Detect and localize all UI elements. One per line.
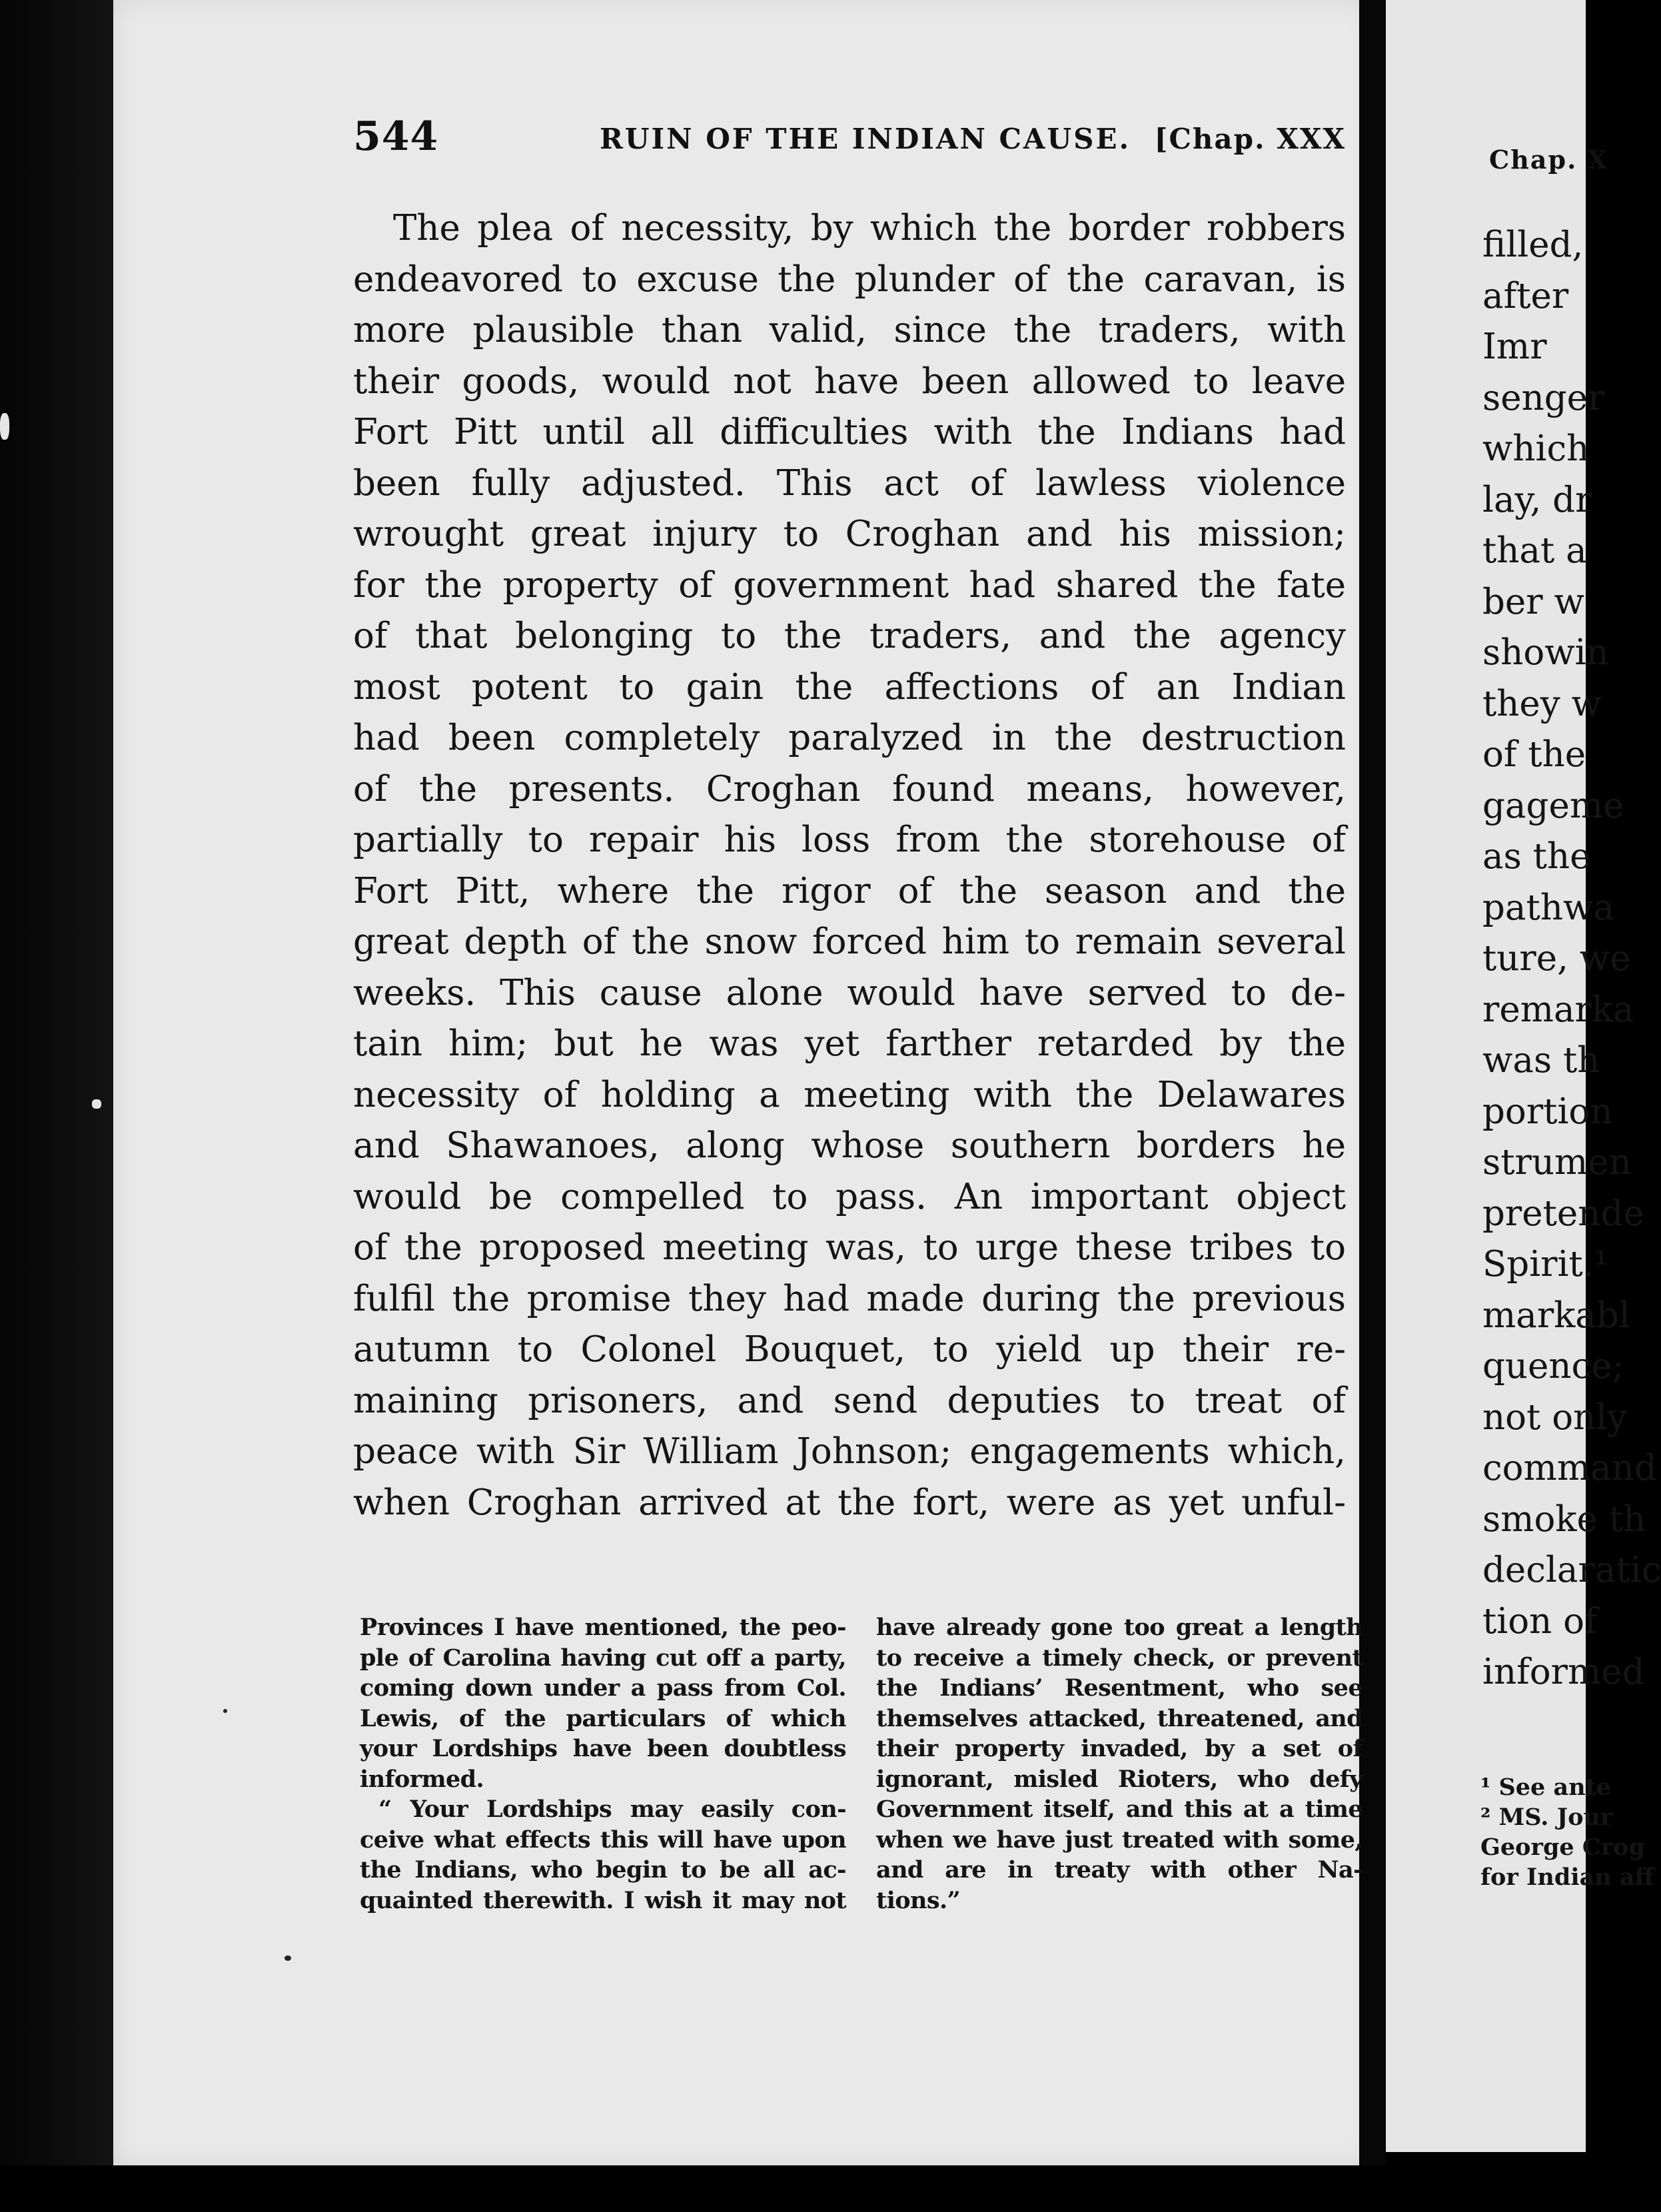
facing-line: showin	[1482, 632, 1609, 673]
footnote-line: the Indians, who begin to be all ac-	[360, 1856, 846, 1884]
footnote-line: informed.	[360, 1765, 484, 1793]
body-line: weeks. This cause alone would have served to de-	[353, 972, 1346, 1013]
scan-speck	[223, 1709, 227, 1713]
facing-line: after	[1482, 275, 1569, 316]
body-text	[353, 203, 1346, 1528]
footnote-line: the Indians’ Resentment, who see	[876, 1674, 1363, 1702]
facing-line: not only	[1482, 1396, 1628, 1438]
facing-line: Imr	[1482, 326, 1547, 367]
body-line: fulfil the promise they had made during the previous	[353, 1278, 1346, 1319]
body-line: for the property of government had shared the fate	[353, 564, 1346, 606]
page-number: 544	[353, 113, 439, 160]
facing-line: gageme	[1482, 785, 1624, 826]
scan-speck	[92, 1099, 101, 1109]
facing-line: pathwa	[1482, 887, 1614, 928]
facing-line: smoke th	[1482, 1498, 1646, 1540]
footnote-line: coming down under a pass from Col.	[360, 1674, 846, 1702]
facing-line: pretende	[1482, 1193, 1644, 1234]
body-line: and Shawanoes, along whose southern borders he	[353, 1125, 1346, 1166]
body-line: tain him; but he was yet farther retarded by the	[353, 1023, 1346, 1064]
body-line: The plea of necessity, by which the border robbers	[393, 208, 1346, 249]
body-line: partially to repair his loss from the storehouse of	[353, 820, 1346, 860]
facing-line: declaratic	[1482, 1550, 1661, 1590]
facing-line: markabl	[1482, 1295, 1630, 1336]
page-gutter	[1359, 0, 1386, 2172]
facing-line: was th	[1482, 1040, 1600, 1081]
footnote-line: quainted therewith. I wish it may not	[360, 1886, 846, 1914]
body-line: of that belonging to the traders, and the agency	[353, 616, 1346, 656]
footnote-line: themselves attacked, threatened, and	[876, 1704, 1363, 1732]
facing-line: that a	[1482, 530, 1587, 571]
body-line: necessity of holding a meeting with the Delawares	[353, 1074, 1346, 1115]
facing-line: strumen	[1482, 1142, 1632, 1183]
body-line: endeavored to excuse the plunder of the caravan, is	[353, 259, 1346, 300]
footnote-line: ple of Carolina having cut off a party,	[360, 1644, 846, 1672]
footnote-line: Government itself, and this at a time	[876, 1796, 1363, 1823]
facing-line: they w	[1482, 683, 1602, 724]
footnote-line: when we have just treated with some,	[876, 1826, 1363, 1854]
facing-note-line: George Crog	[1480, 1834, 1645, 1861]
facing-line: filled,	[1482, 225, 1584, 265]
footnote-line: Provinces I have mentioned, the peo-	[360, 1614, 846, 1641]
facing-running-head: Chap. X	[1489, 145, 1609, 175]
chapter-reference: [Chap. XXX	[1154, 123, 1346, 155]
facing-line: portion	[1482, 1091, 1613, 1132]
facing-note-line: ² MS. Jour	[1480, 1804, 1613, 1831]
body-line: most potent to gain the affections of an Indian	[353, 666, 1346, 708]
body-line: their goods, would not have been allowed to leave	[353, 360, 1346, 402]
body-line: of the proposed meeting was, to urge these tribes to	[353, 1227, 1346, 1268]
body-line: more plausible than valid, since the traders, with	[353, 310, 1346, 350]
body-line: had been completely paralyzed in the destruction	[353, 718, 1346, 758]
facing-line: of the	[1482, 734, 1586, 775]
footnote-column-left	[360, 1612, 846, 1916]
facing-line: quence;	[1482, 1346, 1624, 1386]
footnote-line: Lewis, of the particulars of which	[360, 1704, 846, 1732]
footnote-line: to receive a timely check, or prevent	[876, 1644, 1363, 1672]
footnote-line: ignorant, misled Rioters, who defy	[876, 1765, 1363, 1793]
facing-body-text	[1482, 220, 1661, 1698]
facing-line: as the	[1482, 836, 1591, 877]
footnote-line: “ Your Lordships may easily con-	[378, 1796, 846, 1823]
scan-speck	[0, 413, 9, 440]
facing-footnotes	[1480, 1772, 1654, 1892]
body-line: maining prisoners, and send deputies to treat of	[353, 1380, 1346, 1421]
footnote-line: ceive what effects this will have upon	[360, 1826, 846, 1854]
facing-line: remarka	[1482, 989, 1634, 1030]
body-line: Fort Pitt, where the rigor of the season and the	[353, 870, 1346, 911]
body-line: wrought great injury to Croghan and his mission;	[353, 514, 1346, 554]
footnote-line: tions.”	[876, 1886, 961, 1914]
running-title: RUIN OF THE INDIAN CAUSE.	[600, 123, 1131, 155]
scan-speck	[284, 1955, 291, 1961]
body-line: Fort Pitt until all difficulties with the Indians had	[353, 412, 1346, 452]
facing-note-line: for Indian aff	[1480, 1864, 1654, 1891]
body-line: of the presents. Croghan found means, however,	[353, 768, 1346, 810]
body-line: peace with Sir William Johnson; engagements which,	[353, 1431, 1346, 1472]
facing-line: lay, dr	[1482, 479, 1592, 520]
facing-line: Spirit.¹	[1482, 1244, 1608, 1285]
facing-line: ture, we	[1482, 938, 1631, 979]
facing-line: which	[1482, 428, 1590, 469]
body-line: autumn to Colonel Bouquet, to yield up their re-	[353, 1329, 1346, 1370]
footnote-line: your Lordships have been doubtless	[360, 1735, 846, 1762]
footnote-line: have already gone too great a length	[876, 1614, 1363, 1641]
facing-note-line: ¹ See ante	[1480, 1774, 1612, 1801]
facing-line: tion of	[1482, 1600, 1598, 1642]
body-line: when Croghan arrived at the fort, were as yet unful-	[353, 1482, 1346, 1523]
facing-page	[1386, 0, 1661, 2152]
facing-line: ber w	[1482, 581, 1584, 622]
footnote-line: their property invaded, by a set of	[876, 1735, 1363, 1762]
body-line: would be compelled to pass. An important object	[353, 1176, 1346, 1217]
footnote-column-right	[876, 1612, 1363, 1916]
running-head	[353, 113, 1346, 167]
facing-line: informed	[1482, 1652, 1645, 1692]
facing-line: command	[1482, 1448, 1657, 1488]
scan-border	[0, 2165, 1586, 2212]
footnote-line: and are in treaty with other Na-	[876, 1856, 1363, 1884]
body-line: been fully adjusted. This act of lawless violence	[353, 462, 1346, 504]
body-line: great depth of the snow forced him to remain several	[353, 921, 1346, 962]
left-page-edge	[0, 0, 113, 2212]
facing-line: senger	[1482, 377, 1605, 418]
